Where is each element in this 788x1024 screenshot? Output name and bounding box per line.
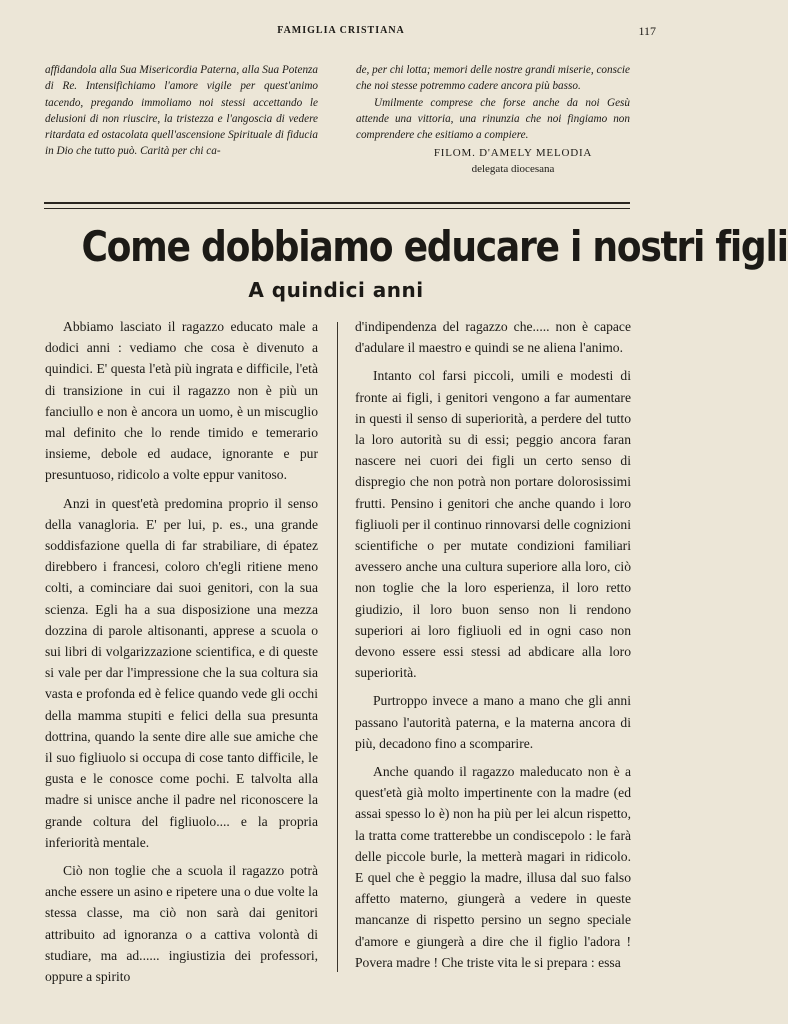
previous-article-text-left: affidandola alla Sua Misericordia Paterna, alla Sua Potenza di Re. Intensifichiamo l'amore vigile per quest'animo tacendo, pregando immoliamo noi stessi accettando le delusioni di non riuscire, la tristezza e l'angoscia di vedere ritardata ed ostacolata quell'ascensione Spirituale di fiducia in Dio che tutto può. Carità per chi ca- [45,64,318,158]
paragraph: Abbiamo lasciato il ragazzo educato male a dodici anni : vediamo che cosa è divenuto a quindici. E' questa l'età più ingrata e difficile, l'età di transizione in cui il ragazzo non è più un fanciullo e non è ancora un uomo, è un miscuglio mal definito che lo rende timido e temerario insieme, debole ed audace, ignorante e pur presuntuoso, ridicolo a volte eppur vanitoso. [45,319,318,483]
paragraph: d'indipendenza del ragazzo che..... non è capace d'adulare il maestro e quindi se ne aliena l'animo. [355,319,631,356]
article-title: Come dobbiamo educare i nostri figli [81,222,788,271]
page-number: 117 [638,24,656,38]
section-divider-thin [44,208,630,209]
column-divider [337,322,338,972]
previous-article-right-column [356,62,630,176]
paragraph: Purtroppo invece a mano a mano che gli anni passano l'autorità paterna, e la materna ancora di più, decadono fino a scomparire. [355,693,631,751]
previous-article-text-right-2: Umilmente comprese che forse anche da noi Gesù attende una vittoria, una rinunzia che noi fingiamo non comprendere che esitiamo a compiere. [356,96,630,142]
paragraph: Anzi in quest'età predomina proprio il senso della vanagloria. E' per lui, p. es., una grande soddisfazione quella di far strabiliare, di épatez direbbero i francesi, coloro ch'egli ritiene meno colti, a cominciare dai suoi genitori, con la sua scienza. Egli ha a sua disposizione una mezza dozzina di parole altisonanti, apprese a scuola o sui libri di volgarizzazione scientifica, e di queste si vale per dar l'impressione che la sua coltura sia vasta e profonda ed è felice quando vede gli occhi della mamma stupiti e felici della sua presunta dottrina, quando la sente dire alle sue amiche che il suo figliuolo si occupa di cose tanto difficile, le gusta e le conosce come pochi. E talvolta alla madre si unisce anche il padre nel riconoscere la grande coltura del figliuolo.... e la propria inferiorità mentale. [45,495,318,850]
paragraph: Ciò non toglie che a scuola il ragazzo potrà anche essere un asino e ripetere una o due volte la stessa classe, ma ciò non sarà dai genitori attribuito ad ignoranza o a cattiva volontà di studiare, ma ad...... ingiustizia dei professori, oppure a spirito [45,863,318,985]
page-header [22,25,660,39]
paragraph: Intanto col farsi piccoli, umili e modesti di fronte ai figli, i genitori vengono a far aumentare in questi il senso di superiorità, a perdere del tutto la loro autorità su di essi; peggio ancora faran nascere nei cuori dei figli un certo senso di dispregio che non potrà non portare dolorosissimi frutti. Pensino i genitori che anche quando i loro figliuoli per il continuo rinnovarsi delle cognizioni scientifiche o per mutate condizioni familiari avessero anche una cultura superiore alla loro, ciò non toglie che la loro esperienza, il loro retto giudizio, il loro buon senso non li rendono superiori ai loro figliuoli ed in ogni caso non devono essere essi stessi ad abdicare alla loro superiorità. [355,368,631,681]
article-left-column [45,316,318,994]
paragraph: Anche quando il ragazzo maleducato non è a quest'età già molto impertinente con la madre (ed assai spesso lo è) non ha più per lei alcun rispetto, la tratta come tratterebbe un condiscepolo : le farà delle piccole burle, la metterà magari in ridicolo. E quel che è peggio la madre, illusa dal suo falso affetto materno, giungerà a vedere in queste mancanze di rispetto persino un segno speciale d'amore e giungerà a dire che il figlio l'adora ! Povera madre ! Che triste vita le si prepara : essa [355,764,631,970]
magazine-name: FAMIGLIA CRISTIANA [277,25,405,36]
article-right-column [355,316,631,980]
previous-article-text-right-1: de, per chi lotta; memori delle nostre grandi miserie, conscie che noi stesse potremmo cadere ancora più basso. [356,64,630,93]
article-subtitle: A quindici anni [248,278,424,302]
section-divider-thick [44,202,630,204]
signature-block [356,145,630,175]
previous-article-left-column [45,62,318,160]
author-role: delegata diocesana [471,162,555,175]
author-name: FILOM. D'AMELY MELODIA [433,147,593,160]
